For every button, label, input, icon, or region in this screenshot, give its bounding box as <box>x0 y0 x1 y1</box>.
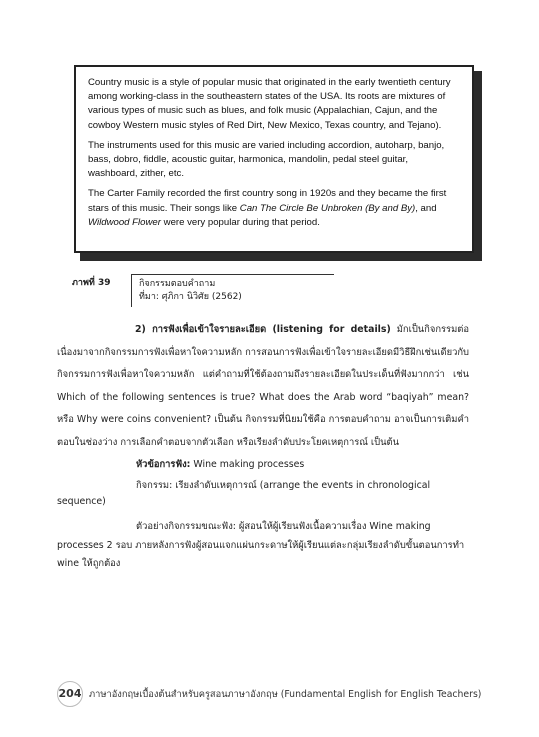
paragraph-text: มักเป็นกิจกรรมต่อเนื่องมาจากกิจกรรมการฟังเพื่อหาใจความหลัก การสอนการฟังเพื่อเข้าใจรายละเอียดมีวิธีฝึกเช่นเดียวกับกิจกรรมการฟังเพื่อหาใจความหลัก แต่คำถามที่ใช้ต้องถามถึงรายละเอียดในประเด็นที่ฟังมากกว่า เช่น Which of the following sentences is true? What does the Arab word “baqiyah” mean? หรือ Why were coins convenient? เป็นต้น กิจกรรมที่นิยมใช้คือ การตอบคำถาม อาจเป็นการเติมคำตอบในช่องว่าง การเลือกคำตอบจากตัวเลือก หรือเรียงลำดับประโยคเหตุการณ์ เป็นต้น <box>57 324 469 448</box>
box-paragraph-1: Country music is a style of popular music that originated in the early twentieth century among working-class in the southeastern states of the USA. Its roots are mixtures of various types of music such as blues, and folk music (Appalachian, Cajun, and the cowboy Western music styles of Red Dirt, New Mexico, Texas country, and Tejano). <box>88 77 451 131</box>
footer-title: ภาษาอังกฤษเบื้องต้นสำหรับครูสอนภาษาอังกฤษ (Fundamental English for English Teachers) <box>89 689 482 700</box>
text-box <box>74 65 474 253</box>
box-paragraph-2: The instruments used for this music are varied including accordion, autoharp, banjo, bass, dobro, fiddle, acoustic guitar, harmonica, mandolin, pedal steel guitar, washboard, zither, etc. <box>88 139 445 180</box>
box-p3-song2: Wildwood Flower <box>88 216 161 228</box>
activity-line-2: sequence) <box>57 496 106 507</box>
caption-label: ภาพที่ 39 <box>72 278 111 288</box>
topic-label: หัวข้อการฟัง: <box>136 459 191 470</box>
box-p3-a: The Carter Family recorded the first country song in 1920s and they became the first stars of this music. Their songs like <box>88 188 447 214</box>
figure-caption <box>64 274 304 310</box>
activity-line-1: กิจกรรม: เรียงลำดับเหตุการณ์ (arrange the events in chronological <box>136 480 431 491</box>
body-paragraph <box>57 319 469 454</box>
box-paragraph-3 <box>88 187 460 230</box>
page-footer <box>57 681 482 707</box>
topic-line <box>136 457 304 472</box>
box-p3-b: , and <box>415 202 437 214</box>
example-line-3: wine ให้ถูกต้อง <box>57 558 121 569</box>
section-heading: 2) การฟังเพื่อเข้าใจรายละเอียด (listening for details) <box>135 324 391 335</box>
example-line-1: ตัวอย่างกิจกรรมขณะฟัง: ผู้สอนให้ผู้เรียนฟังเนื้อความเรื่อง Wine making <box>136 521 431 532</box>
box-p3-song1: Can The Circle Be Unbroken (By and By) <box>239 202 416 214</box>
caption-divider-horizontal <box>131 274 334 275</box>
example-line-2: processes 2 รอบ ภายหลังการฟังผู้สอนแจกแผ่นกระดาษให้ผู้เรียนแต่ละกลุ่มเรียงลำดับขั้นตอนการทำ <box>57 540 465 551</box>
caption-title: กิจกรรมตอบคำถาม <box>139 279 216 289</box>
box-p3-c: were very popular during that period. <box>160 216 320 228</box>
caption-divider-vertical <box>131 274 132 307</box>
caption-source: ที่มา: ศุภิกา นิวิศัย (2562) <box>139 292 242 302</box>
page-number: 204 <box>57 681 83 707</box>
topic-value: Wine making processes <box>190 459 305 470</box>
